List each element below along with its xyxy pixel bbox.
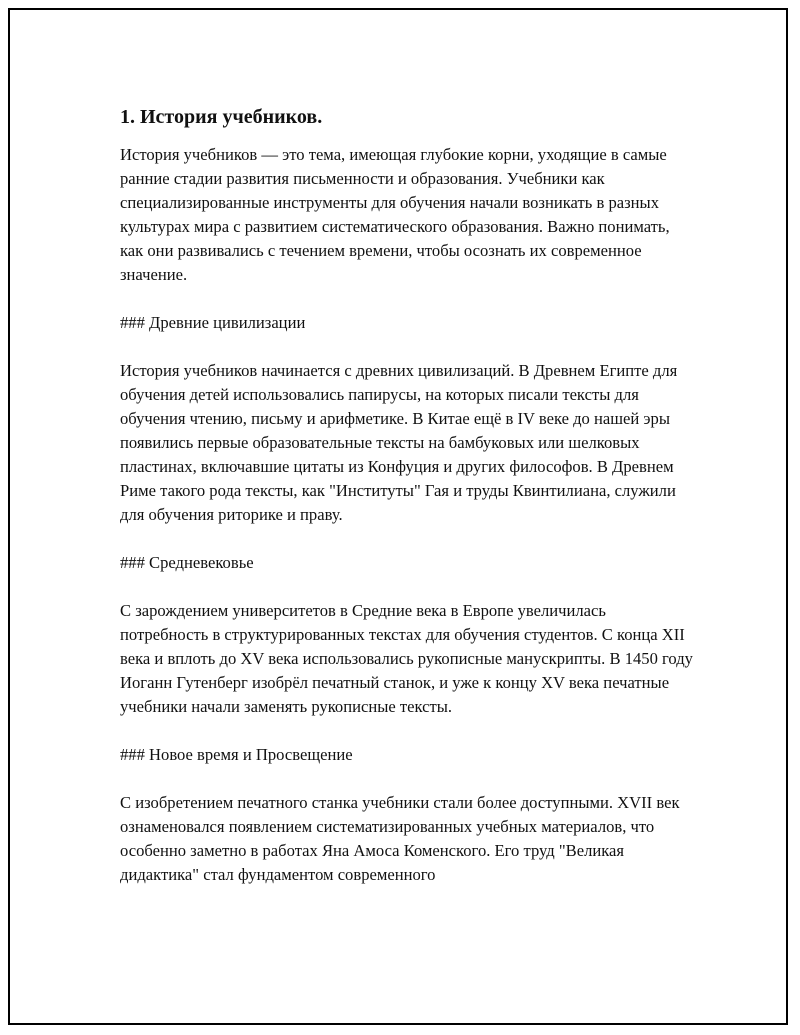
document-title: 1. История учебников.	[120, 106, 323, 128]
paragraph-gap	[120, 719, 695, 743]
paragraph-ancient: История учебников начинается с древних цивилизаций. В Древнем Египте для обучения детей использовались папирусы, на которых писали тексты для обучения чтению, письму и арифметике. В Китае ещё в IV веке до нашей эры появились первые образовательные тексты на бамбуковых или шелковых пластинах, включавшие цитаты из Конфуция и других философов. В Древнем Риме такого рода тексты, как "Институты" Гая и труды Квинтилиана, служили для обучения риторике и праву.	[120, 361, 678, 524]
paragraph-intro: История учебников — это тема, имеющая глубокие корни, уходящие в самые ранние стадии развития письменности и образования. Учебники как специализированные инструменты для обучения начали возникать в разных культурах мира с развитием систематического образования. Важно понимать, как они развивались с течением времени, чтобы осознать их современное значение.	[120, 145, 670, 284]
paragraph-medieval: С зарождением университетов в Средние века в Европе увеличилась потребность в структурированных текстах для обучения студентов. С конца XII века и вплоть до XV века использовались рукописные манускрипты. В 1450 году Иоганн Гутенберг изобрёл печатный станок, и уже к концу XV века печатные учебники начали заменять рукописные тексты.	[120, 601, 693, 716]
paragraph-modern: С изобретением печатного станка учебники стали более доступными. XVII век ознаменовался появлением систематизированных учебных материалов, что особенно заметно в работах Яна Амоса Коменского. Его труд "Великая дидактика" стал фундаментом современного	[120, 793, 680, 884]
page-frame	[8, 8, 788, 1025]
paragraph-gap	[120, 575, 695, 599]
paragraph-gap	[120, 287, 695, 311]
paragraph-gap	[120, 767, 695, 791]
document-body	[120, 105, 695, 887]
section-heading-medieval: ### Средневековье	[120, 553, 254, 572]
paragraph-gap	[120, 335, 695, 359]
paragraph-gap	[120, 527, 695, 551]
section-heading-modern: ### Новое время и Просвещение	[120, 745, 353, 764]
section-heading-ancient: ### Древние цивилизации	[120, 313, 306, 332]
